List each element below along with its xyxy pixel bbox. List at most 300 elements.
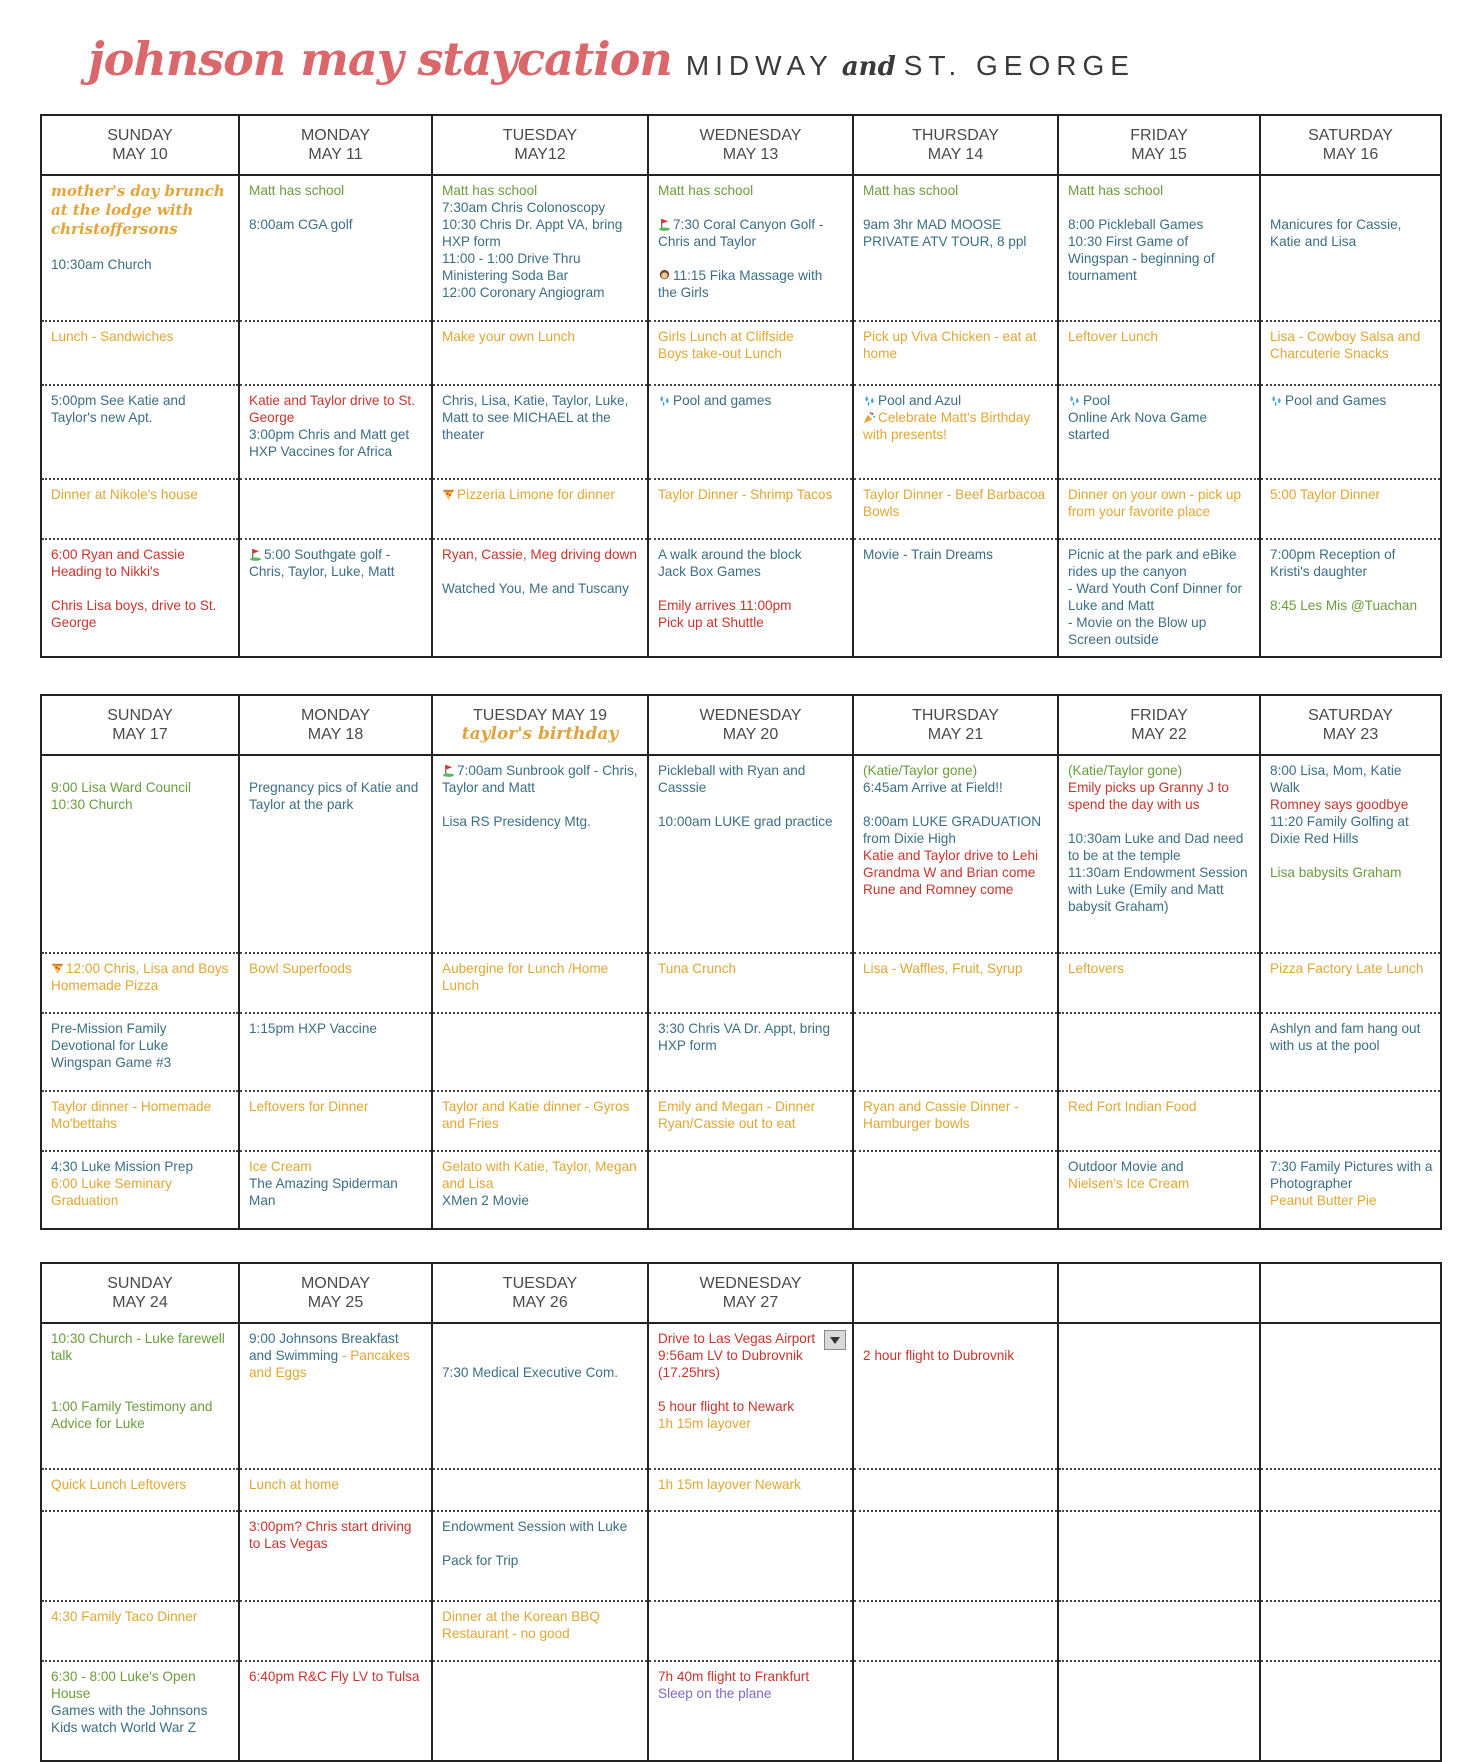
day-header: [853, 695, 1058, 755]
event-text: Picnic at the park and eBike rides up the canyon: [1068, 547, 1237, 579]
schedule-row: [41, 1091, 1441, 1151]
event-text: Bowl Superfoods: [249, 961, 352, 976]
schedule-cell[interactable]: [1058, 1323, 1260, 1469]
event-text: Red Fort Indian Food: [1068, 1099, 1197, 1114]
event-entry: [51, 182, 231, 239]
event-text: 7:30am Chris Colonoscopy: [442, 200, 606, 215]
schedule-cell[interactable]: [853, 1323, 1058, 1469]
schedule-cell[interactable]: [432, 1323, 648, 1469]
event-text: (Katie/Taylor gone): [1068, 763, 1183, 778]
event-text: 3:00pm Chris and Matt get HXP Vaccines for Africa: [249, 427, 410, 459]
event-entry: [1270, 486, 1433, 503]
schedule-cell[interactable]: [1058, 1469, 1260, 1511]
event-entry: [51, 1398, 231, 1432]
event-text: Lisa babysits Graham: [1270, 865, 1402, 880]
schedule-cell[interactable]: [239, 385, 432, 479]
spacer: [658, 1381, 845, 1398]
schedule-cell[interactable]: [239, 539, 432, 657]
event-text: 5:00 Taylor Dinner: [1270, 487, 1381, 502]
event-entry: [658, 392, 845, 409]
golf-flag-icon: [249, 548, 262, 561]
spacer: [863, 796, 1050, 813]
event-entry: [1068, 486, 1252, 520]
schedule-row: [41, 1661, 1441, 1761]
schedule-cell[interactable]: [648, 1469, 853, 1511]
event-entry: [51, 597, 231, 631]
event-entry: [249, 1158, 424, 1175]
schedule-cell[interactable]: [853, 953, 1058, 1013]
event-entry: [658, 1685, 845, 1702]
day-header: [1058, 115, 1260, 175]
event-entry: [51, 546, 231, 580]
schedule-cell[interactable]: [239, 953, 432, 1013]
schedule-cell[interactable]: [41, 1601, 239, 1661]
event-entry: [442, 392, 640, 443]
schedule-cell[interactable]: [432, 1469, 648, 1511]
schedule-cell[interactable]: [239, 1601, 432, 1661]
event-text: Lunch at home: [249, 1477, 339, 1492]
schedule-cell[interactable]: [41, 1091, 239, 1151]
schedule-cell[interactable]: [239, 479, 432, 539]
schedule-cell[interactable]: [432, 1013, 648, 1091]
spacer: [658, 250, 845, 267]
week-header-row: [41, 1263, 1441, 1323]
day-date: MAY 15: [1131, 146, 1187, 163]
schedule-cell[interactable]: [648, 539, 853, 657]
event-text: Pizzeria Limone for dinner: [457, 487, 615, 502]
event-entry: [1270, 392, 1433, 409]
event-entry: [863, 546, 1050, 563]
schedule-cell[interactable]: [239, 755, 432, 953]
spacer: [442, 796, 640, 813]
day-date: MAY 17: [112, 726, 168, 743]
event-entry: [658, 1020, 845, 1054]
schedule-cell[interactable]: [1058, 953, 1260, 1013]
event-text: 10:30am Church: [51, 257, 152, 272]
schedule-cell[interactable]: [853, 1661, 1058, 1761]
schedule-cell[interactable]: [1058, 755, 1260, 953]
event-entry: [442, 1364, 640, 1381]
event-entry: [1068, 1158, 1252, 1175]
event-entry: [442, 1098, 640, 1132]
schedule-cell[interactable]: [853, 1013, 1058, 1091]
event-text: 10:00am LUKE grad practice: [658, 814, 833, 829]
schedule-cell[interactable]: [853, 479, 1058, 539]
spacer: [442, 1330, 640, 1347]
schedule-cell[interactable]: [432, 1601, 648, 1661]
event-entry: [863, 813, 1050, 847]
schedule-cell[interactable]: [648, 175, 853, 321]
schedule-cell[interactable]: [1058, 1601, 1260, 1661]
event-text: 6:30 - 8:00 Luke's Open House: [51, 1669, 196, 1701]
schedule-row: [41, 479, 1441, 539]
event-entry: [442, 1608, 640, 1642]
event-entry: [863, 960, 1050, 977]
event-text: Jack Box Games: [658, 564, 761, 579]
schedule-cell[interactable]: [41, 755, 239, 953]
event-text: Pizza Factory Late Lunch: [1270, 961, 1424, 976]
event-text: 2 hour flight to Dubrovnik: [863, 1348, 1015, 1363]
event-entry: [442, 199, 640, 216]
event-text: Kids watch World War Z: [51, 1720, 197, 1735]
schedule-cell[interactable]: [1058, 1091, 1260, 1151]
schedule-cell[interactable]: [853, 1091, 1058, 1151]
event-entry: [442, 1158, 640, 1192]
day-name: TUESDAY: [502, 1275, 578, 1292]
event-entry: [249, 1668, 424, 1685]
schedule-cell[interactable]: [432, 1511, 648, 1601]
event-text: Matt has school: [863, 183, 959, 198]
event-entry: [249, 1518, 424, 1552]
event-entry: [1270, 546, 1433, 580]
event-text: Make your own Lunch: [442, 329, 575, 344]
schedule-cell[interactable]: [1058, 1661, 1260, 1761]
schedule-cell[interactable]: [1260, 1661, 1441, 1761]
event-text: 1h 15m layover: [658, 1416, 751, 1431]
event-entry: [863, 328, 1050, 362]
schedule-cell[interactable]: [648, 321, 853, 385]
party-popper-icon: [863, 411, 876, 424]
event-text: 6:40pm R&C Fly LV to Tulsa: [249, 1669, 420, 1684]
day-header: [853, 115, 1058, 175]
event-text: Manicures for Cassie, Katie and Lisa: [1270, 217, 1402, 249]
event-text: - Ward Youth Conf Dinner for Luke and Matt: [1068, 581, 1243, 613]
event-entry: [1068, 580, 1252, 614]
event-text: Pool: [1083, 393, 1111, 408]
event-entry: [658, 216, 845, 250]
event-entry: [658, 1347, 845, 1381]
schedule-cell[interactable]: [853, 321, 1058, 385]
schedule-cell[interactable]: [41, 1151, 239, 1229]
title-part2: ST. GEORGE: [903, 50, 1135, 81]
schedule-cell[interactable]: [853, 1469, 1058, 1511]
event-entry: [658, 614, 845, 631]
day-header: [648, 695, 853, 755]
event-text: Leftover Lunch: [1068, 329, 1158, 344]
event-text: 8:00 Lisa, Mom, Katie Walk: [1270, 763, 1402, 795]
week-header-row: [41, 115, 1441, 175]
event-text: 9am 3hr MAD MOOSE PRIVATE ATV TOUR, 8 ppl: [863, 217, 1027, 249]
day-header: [1058, 695, 1260, 755]
schedule-cell[interactable]: [41, 385, 239, 479]
schedule-cell[interactable]: [432, 755, 648, 953]
schedule-cell[interactable]: [853, 1151, 1058, 1229]
massage-icon: [658, 269, 671, 282]
event-entry: [249, 546, 424, 580]
event-entry: [863, 762, 1050, 779]
event-text: Matt has school: [442, 183, 538, 198]
event-text: Romney says goodbye: [1270, 797, 1409, 812]
schedule-cell[interactable]: [648, 1323, 853, 1469]
event-entry: [658, 597, 845, 614]
event-text: 12:00 Chris, Lisa and Boys Homemade Pizza: [51, 961, 229, 993]
event-entry: [51, 779, 231, 796]
schedule-row: [41, 755, 1441, 953]
schedule-cell[interactable]: [239, 1323, 432, 1469]
event-text: Games with the Johnsons: [51, 1703, 208, 1718]
schedule-cell[interactable]: [1058, 385, 1260, 479]
schedule-cell[interactable]: [41, 479, 239, 539]
schedule-cell[interactable]: [239, 321, 432, 385]
schedule-cell[interactable]: [853, 1601, 1058, 1661]
schedule-cell[interactable]: [1260, 479, 1441, 539]
event-text: Dinner at Nikole's house: [51, 487, 198, 502]
event-entry: [442, 762, 640, 796]
event-text: 12:00 Coronary Angiogram: [442, 285, 605, 300]
event-entry: [1068, 216, 1252, 233]
schedule-cell[interactable]: [432, 1091, 648, 1151]
schedule-cell[interactable]: [1058, 479, 1260, 539]
event-text: Girls Lunch at Cliffside: [658, 329, 794, 344]
event-entry: [1068, 182, 1252, 199]
event-entry: [51, 1054, 231, 1071]
schedule-cell[interactable]: [1058, 539, 1260, 657]
event-text: 6:00 Ryan and Cassie Heading to Nikki's: [51, 547, 185, 579]
schedule-cell[interactable]: [432, 385, 648, 479]
schedule-cell[interactable]: [239, 1151, 432, 1229]
schedule-cell[interactable]: [1260, 1469, 1441, 1511]
event-text: Lisa RS Presidency Mtg.: [442, 814, 591, 829]
schedule-cell[interactable]: [41, 1661, 239, 1761]
spacer: [1068, 813, 1252, 830]
schedule-cell[interactable]: [1260, 755, 1441, 953]
schedule-cell[interactable]: [239, 1511, 432, 1601]
schedule-cell[interactable]: [432, 1151, 648, 1229]
schedule-cell[interactable]: [648, 755, 853, 953]
event-text: 6:00 Luke Seminary Graduation: [51, 1176, 172, 1208]
day-header: [41, 695, 239, 755]
schedule-cell[interactable]: [1260, 1091, 1441, 1151]
schedule-cell[interactable]: [1260, 1151, 1441, 1229]
event-entry: [442, 284, 640, 301]
schedule-cell[interactable]: [239, 175, 432, 321]
day-header: [239, 695, 432, 755]
event-text: 1:15pm HXP Vaccine: [249, 1021, 377, 1036]
schedule-cell[interactable]: [1260, 539, 1441, 657]
schedule-cell[interactable]: [432, 953, 648, 1013]
schedule-cell[interactable]: [432, 479, 648, 539]
schedule-cell[interactable]: [648, 1661, 853, 1761]
day-date: MAY 21: [927, 726, 984, 743]
event-text: mother's day brunch at the lodge with christoffersons: [51, 182, 225, 238]
event-text: Gelato with Katie, Taylor, Megan and Lisa: [442, 1159, 637, 1191]
event-text: 4:30 Luke Mission Prep: [51, 1159, 194, 1174]
page-title: [88, 32, 1135, 102]
event-text: 1h 15m layover Newark: [658, 1477, 801, 1492]
event-text: 11:30am Endowment Session with Luke (Emily and Matt babysit Graham): [1068, 865, 1248, 914]
spacer: [51, 1381, 231, 1398]
schedule-row: [41, 385, 1441, 479]
schedule-cell[interactable]: [1260, 1323, 1441, 1469]
event-text: 9:56am LV to Dubrovnik (17.25hrs): [658, 1348, 803, 1380]
day-header: [432, 695, 648, 755]
day-date: MAY 10: [112, 146, 168, 163]
schedule-cell[interactable]: [1058, 1511, 1260, 1601]
day-date: MAY 24: [112, 1294, 168, 1311]
schedule-cell[interactable]: [41, 1469, 239, 1511]
event-text: 1:00 Family Testimony and Advice for Luke: [51, 1399, 213, 1431]
event-entry: [442, 1518, 640, 1535]
day-date: MAY 27: [722, 1294, 779, 1311]
schedule-cell[interactable]: [41, 1511, 239, 1601]
event-entry: [51, 1175, 231, 1209]
event-entry: [442, 813, 640, 830]
schedule-cell[interactable]: [648, 1151, 853, 1229]
schedule-cell[interactable]: [648, 385, 853, 479]
day-date: MAY 16: [1322, 146, 1379, 163]
schedule-cell[interactable]: [1058, 175, 1260, 321]
event-text: Pool and Games: [1285, 393, 1387, 408]
day-header: [648, 1263, 853, 1323]
event-entry: [658, 486, 845, 503]
event-text: 8:00am CGA golf: [249, 217, 353, 232]
event-text: Pre-Mission Family Devotional for Luke: [51, 1021, 169, 1053]
day-header: [1260, 115, 1441, 175]
schedule-cell[interactable]: [853, 539, 1058, 657]
spacer: [1270, 580, 1433, 597]
schedule-cell[interactable]: [41, 1013, 239, 1091]
schedule-cell[interactable]: [853, 755, 1058, 953]
event-text: 11:15 Fika Massage with the Girls: [658, 268, 823, 300]
schedule-cell[interactable]: [1260, 953, 1441, 1013]
event-entry: [1068, 1098, 1252, 1115]
event-entry: [249, 392, 424, 426]
day-name: THURSDAY: [912, 127, 999, 144]
event-entry: [51, 1098, 231, 1132]
schedule-cell[interactable]: [1058, 1013, 1260, 1091]
schedule-cell[interactable]: [1260, 1601, 1441, 1661]
spacer: [249, 199, 424, 216]
event-text: 7:00am Sunbrook golf - Chris, Taylor and Matt: [442, 763, 638, 795]
day-name: SATURDAY: [1308, 707, 1393, 724]
spacer: [51, 580, 231, 597]
event-text: Endowment Session with Luke: [442, 1519, 628, 1534]
schedule-cell[interactable]: [239, 1661, 432, 1761]
schedule-cell[interactable]: [239, 1469, 432, 1511]
event-entry: [863, 779, 1050, 796]
spacer: [51, 1364, 231, 1381]
event-entry: [1270, 813, 1433, 847]
day-name: WEDNESDAY: [699, 1275, 802, 1292]
event-text: Wingspan Game #3: [51, 1055, 172, 1070]
schedule-cell[interactable]: [1058, 321, 1260, 385]
event-text: Emily picks up Granny J to spend the day with us: [1068, 780, 1229, 812]
event-text: 7:30 Coral Canyon Golf - Chris and Taylor: [658, 217, 824, 249]
schedule-cell[interactable]: [648, 479, 853, 539]
event-entry: [442, 1192, 640, 1209]
event-text: 5 hour flight to Newark: [658, 1399, 795, 1414]
schedule-cell[interactable]: [1260, 1013, 1441, 1091]
schedule-cell[interactable]: [432, 1661, 648, 1761]
schedule-cell[interactable]: [239, 1091, 432, 1151]
week-table: [40, 1262, 1442, 1762]
dropdown-button[interactable]: [824, 1330, 846, 1350]
event-entry: [51, 256, 231, 273]
spacer: [249, 762, 424, 779]
schedule-cell[interactable]: [853, 1511, 1058, 1601]
spacer: [442, 1347, 640, 1364]
schedule-cell[interactable]: [648, 1091, 853, 1151]
schedule-cell[interactable]: [648, 1601, 853, 1661]
day-name: THURSDAY: [912, 707, 999, 724]
schedule-row: [41, 1469, 1441, 1511]
event-entry: [51, 1330, 231, 1364]
event-entry: [863, 182, 1050, 199]
schedule-cell[interactable]: [432, 175, 648, 321]
schedule-cell[interactable]: [41, 539, 239, 657]
schedule-cell[interactable]: [432, 321, 648, 385]
week-table: [40, 694, 1442, 1230]
event-entry: [51, 1608, 231, 1625]
spacer: [658, 199, 845, 216]
schedule-cell[interactable]: [1260, 1511, 1441, 1601]
event-entry: [442, 580, 640, 597]
event-text: Movie - Train Dreams: [863, 547, 993, 562]
schedule-cell[interactable]: [648, 953, 853, 1013]
day-name: MONDAY: [300, 127, 371, 144]
schedule-cell[interactable]: [853, 175, 1058, 321]
schedule-cell[interactable]: [648, 1013, 853, 1091]
day-header: [41, 1263, 239, 1323]
event-text: Aubergine for Lunch /Home Lunch: [442, 961, 609, 993]
schedule-cell[interactable]: [41, 321, 239, 385]
event-entry: [1068, 614, 1252, 648]
event-text: 10:30 Chris Dr. Appt VA, bring HXP form: [442, 217, 623, 249]
schedule-cell[interactable]: [1260, 321, 1441, 385]
event-entry: [1270, 960, 1433, 977]
event-text: 6:45am Arrive at Field!!: [863, 780, 1003, 795]
schedule-cell[interactable]: [239, 1013, 432, 1091]
event-entry: [1068, 960, 1252, 977]
event-text: Ryan, Cassie, Meg driving down: [442, 547, 637, 562]
splash-icon: [863, 394, 876, 407]
day-name: FRIDAY: [1130, 707, 1188, 724]
schedule-cell[interactable]: [432, 539, 648, 657]
event-text: Katie and Taylor drive to St. George: [249, 393, 415, 425]
event-text: - Movie on the Blow up Screen outside: [1068, 615, 1207, 647]
day-header: [432, 115, 648, 175]
spacer: [658, 580, 845, 597]
schedule-cell[interactable]: [648, 1511, 853, 1601]
event-entry: [249, 960, 424, 977]
event-text: Pregnancy pics of Katie and Taylor at the park: [249, 780, 419, 812]
event-entry: [249, 182, 424, 199]
event-entry: [51, 1476, 231, 1493]
event-entry: [863, 409, 1050, 443]
spacer: [1068, 199, 1252, 216]
event-text: Matt has school: [658, 183, 754, 198]
schedule-cell[interactable]: [41, 175, 239, 321]
event-text: Pickleball with Ryan and Casssie: [658, 763, 806, 795]
schedule-cell[interactable]: [1058, 1151, 1260, 1229]
event-text: 10:30 Church - Luke farewell talk: [51, 1331, 225, 1363]
schedule-cell[interactable]: [853, 385, 1058, 479]
spacer: [442, 1535, 640, 1552]
event-entry: [1068, 779, 1252, 813]
event-text: A walk around the block: [658, 547, 802, 562]
day-name: MONDAY: [300, 1275, 371, 1292]
day-header: [1260, 1263, 1441, 1323]
schedule-cell[interactable]: [41, 1323, 239, 1469]
schedule-cell[interactable]: [41, 953, 239, 1013]
day-date: MAY 18: [307, 726, 364, 743]
spacer: [51, 239, 231, 256]
schedule-row: [41, 175, 1441, 321]
event-entry: [249, 1330, 424, 1381]
schedule-cell[interactable]: [1260, 175, 1441, 321]
schedule-row: [41, 1151, 1441, 1229]
schedule-cell[interactable]: [1260, 385, 1441, 479]
